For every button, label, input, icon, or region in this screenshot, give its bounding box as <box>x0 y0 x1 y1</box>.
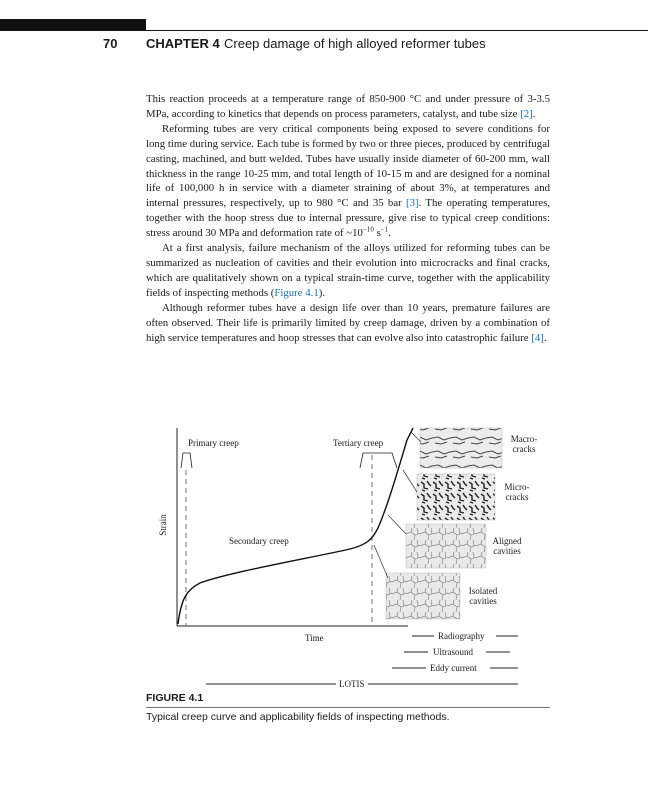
paragraph-2: Reforming tubes are very critical components being exposed to severe conditions for long time during service. Each tube is formed by two or three pieces, produced by centrifugal casting, machined, and butt welded. Tubes have usually inside diameter of 60-200 mm, wall thickness in the range 10-25 mm, and total length of 10-15 m and are designed for a nominal life of 100,000 h in service with a diameter straining of about 3%, at temperatures and internal pressures, respectively, up to 980 °C and 35 bar [3]. The operating temperatures, together with the hoop stress due to internal pressure, give rise to typical creep conditions: stress around 30 MPa and deformation rate of $\sim 10^{-10}$ $s^{-1}$. <box>146 122 550 240</box>
primary-bracket <box>181 453 192 468</box>
leader-macro <box>411 432 421 442</box>
leader-isolated <box>374 545 388 578</box>
macro-cracks-label: Macro- cracks <box>510 434 538 454</box>
eddy-current-label: Eddy current <box>430 663 477 673</box>
page-number: 70 <box>103 36 118 51</box>
secondary-creep-label: Secondary creep <box>229 536 289 546</box>
chapter-label: CHAPTER 4 <box>146 36 220 51</box>
macro-cracks-image <box>420 428 502 468</box>
figure-caption: Typical creep curve and applicability fields of inspecting methods. <box>146 711 450 723</box>
micro-cracks-image <box>417 474 495 520</box>
isolated-cavities-image <box>386 573 460 619</box>
figure-label: FIGURE 4.1 <box>146 692 204 704</box>
tertiary-bracket <box>360 453 397 468</box>
figure-link[interactable]: Figure 4.1 <box>274 286 319 299</box>
leader-micro <box>403 470 417 492</box>
citation-link[interactable]: [3] <box>406 197 419 210</box>
lotis-label: LOTIS <box>336 679 368 689</box>
aligned-cavities-label: Aligned cavities <box>492 536 522 556</box>
paragraph-3: At a first analysis, failure mechanism of the alloys utilized for reforming tubes can be summarized as nucleation of cavities and their evolution into microcracks and final cracks, which are qualitatively shown on a typical strain-time curve, together with the applicability fields of inspecting methods (Figure 4.1). <box>146 242 550 299</box>
y-axis-label: Strain <box>157 514 168 536</box>
chapter-title: Creep damage of high alloyed reformer tubes <box>224 36 486 51</box>
figure-rule <box>146 707 550 708</box>
primary-creep-label: Primary creep <box>188 438 239 448</box>
citation-link[interactable]: [4] <box>531 331 544 344</box>
leader-aligned <box>388 515 406 534</box>
citation-link[interactable]: [2] <box>520 107 533 120</box>
paragraph-1: This reaction proceeds at a temperature range of 850-900 °C and under pressure of 3-3.5 MPa, according to kinetics that depends on process parameters, catalyst, and tube size [2]. <box>146 93 550 120</box>
ultrasound-label: Ultrasound <box>433 647 473 657</box>
micro-cracks-label: Micro- cracks <box>504 482 530 502</box>
x-axis-label: Time <box>305 633 324 643</box>
isolated-cavities-label: Isolated cavities <box>468 586 498 606</box>
creep-curve <box>178 428 413 624</box>
paragraph-4: Although reformer tubes have a design life over than 10 years, premature failures are often observed. Their life is primarily limited by creep damage, driven by a combination of high service temperatures and hoop stresses that can evolve also into catastrophic failure [4]. <box>146 301 550 344</box>
deformation-rate: $\sim 10^{-10}$ $s^{-1}$ <box>346 225 389 240</box>
radiography-label: Radiography <box>438 631 485 641</box>
aligned-cavities-image <box>406 524 486 568</box>
tertiary-creep-label: Tertiary creep <box>333 438 384 448</box>
